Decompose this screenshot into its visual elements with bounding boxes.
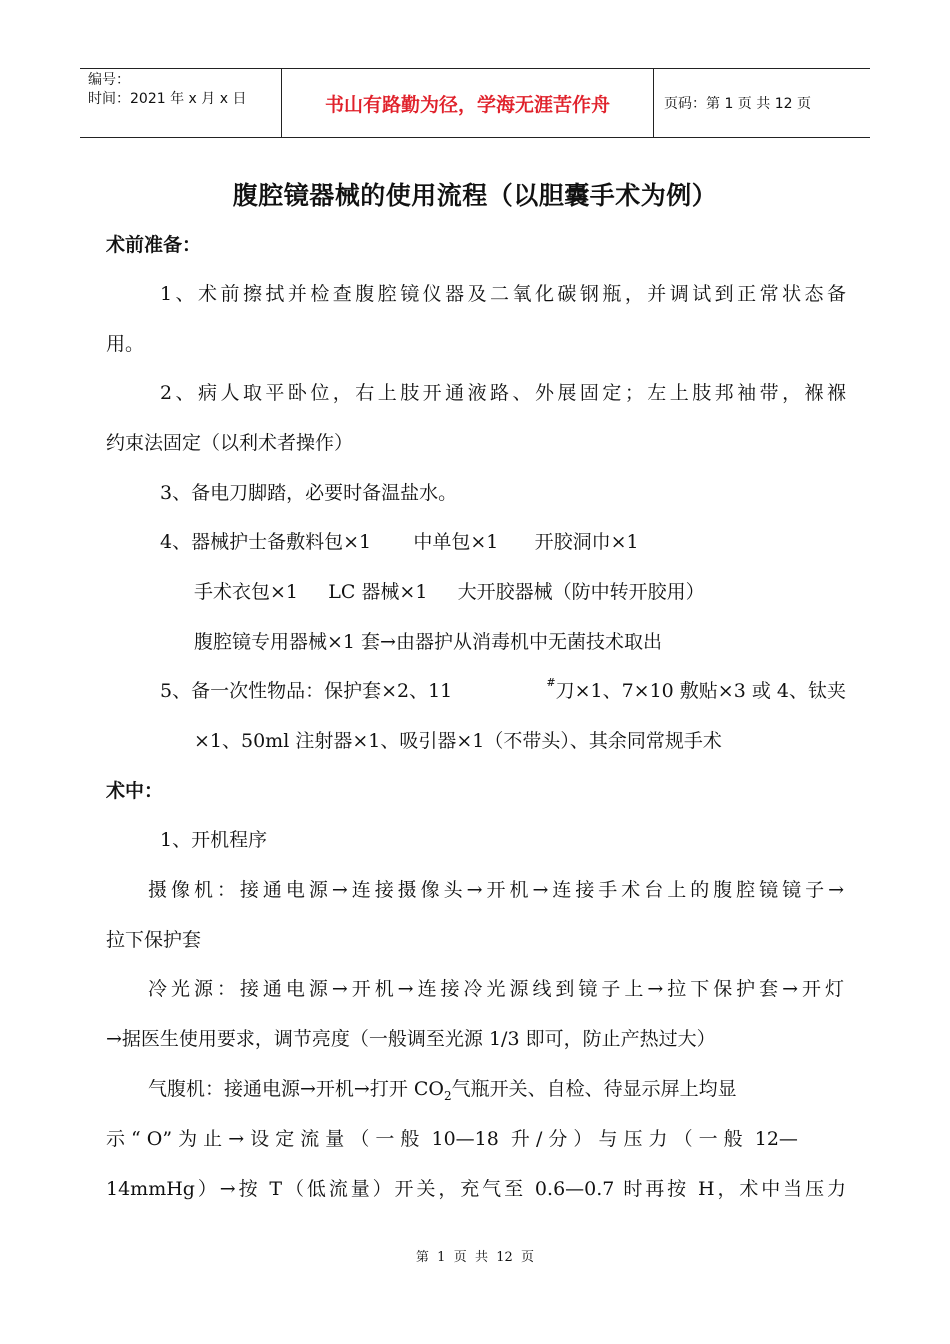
paragraph-line: 2、病人取平卧位，右上肢开通液路、外展固定；左上肢邦袖带，褓褓	[160, 382, 846, 404]
paragraph-line: →据医生使用要求，调节亮度（一般调至光源 1/3 即可，防止产热过大）	[106, 1028, 716, 1050]
page-footer: 第 1 页 共 12 页	[415, 1250, 535, 1265]
paragraph-line: 冷光源：接通电源→开机→连接冷光源线到镜子上→拉下保护套→开灯	[148, 978, 844, 1000]
paragraph-line: 拉下保护套	[106, 929, 202, 951]
paragraph-line: ×1、50ml 注射器×1、吸引器×1（不带头）、其余同常规手术	[194, 730, 722, 752]
paragraph-line	[148, 1074, 737, 1103]
paragraph-line: 3、备电刀脚踏，必要时备温盐水。	[160, 482, 458, 504]
page-header	[80, 68, 870, 138]
header-meta	[80, 69, 282, 137]
section-intra-op: 术中：	[106, 780, 164, 802]
document-title: 腹腔镜器械的使用流程（以胆囊手术为例）	[232, 181, 718, 210]
paragraph-line: 摄像机：接通电源→连接摄像头→开机→连接手术台上的腹腔镜镜子→	[148, 879, 844, 901]
subscript: 2	[444, 1088, 452, 1103]
paragraph-line: 用。	[106, 333, 145, 355]
paragraph-line	[160, 676, 846, 703]
paragraph-text: 气腹机：接通电源→开机→打开 CO	[148, 1078, 444, 1100]
superscript: #	[546, 676, 556, 689]
number-label: 编号：	[88, 72, 130, 88]
paragraph-text: 刀×1、7×10 敷贴×3 或 4、钛夹	[555, 680, 846, 702]
paragraph-line: 腹腔镜专用器械×1 套→由器护从消毒机中无菌技术取出	[194, 631, 662, 653]
paragraph-text: 气瓶开关、自检、待显示屏上均显	[451, 1078, 737, 1100]
paragraph-text: 5、备一次性物品：保护套×2、11	[160, 680, 453, 702]
paragraph-line: 1、术前擦拭并检查腹腔镜仪器及二氧化碳钢瓶，并调试到正常状态备	[160, 283, 846, 305]
header-motto: 书山有路勤为径，学海无涯苦作舟	[282, 69, 654, 137]
time-label: 时间：2021 年 x 月 x 日	[88, 91, 247, 107]
paragraph-line: 约束法固定（以利术者操作）	[106, 432, 354, 454]
paragraph-line: 1、开机程序	[160, 829, 268, 851]
paragraph-line: 14mmHg）→按 T（低流量）开关，充气至 0.6—0.7 时再按 H，术中当压力	[106, 1178, 846, 1200]
header-page-info: 页码：第 1 页 共 12 页	[664, 96, 811, 112]
paragraph-line: 4、器械护士备敷料包×1 中单包×1 开胶洞巾×1	[160, 531, 639, 553]
paragraph-line: 手术衣包×1 LC 器械×1 大开胶器械（防中转开胶用）	[194, 581, 705, 603]
paragraph-line: 示 “ O” 为 止 → 设 定 流 量 （ 一 般 10—18 升 / 分 ） 与 压 力 （ 一 般 12—	[106, 1128, 798, 1150]
section-pre-op: 术前准备：	[106, 234, 202, 256]
